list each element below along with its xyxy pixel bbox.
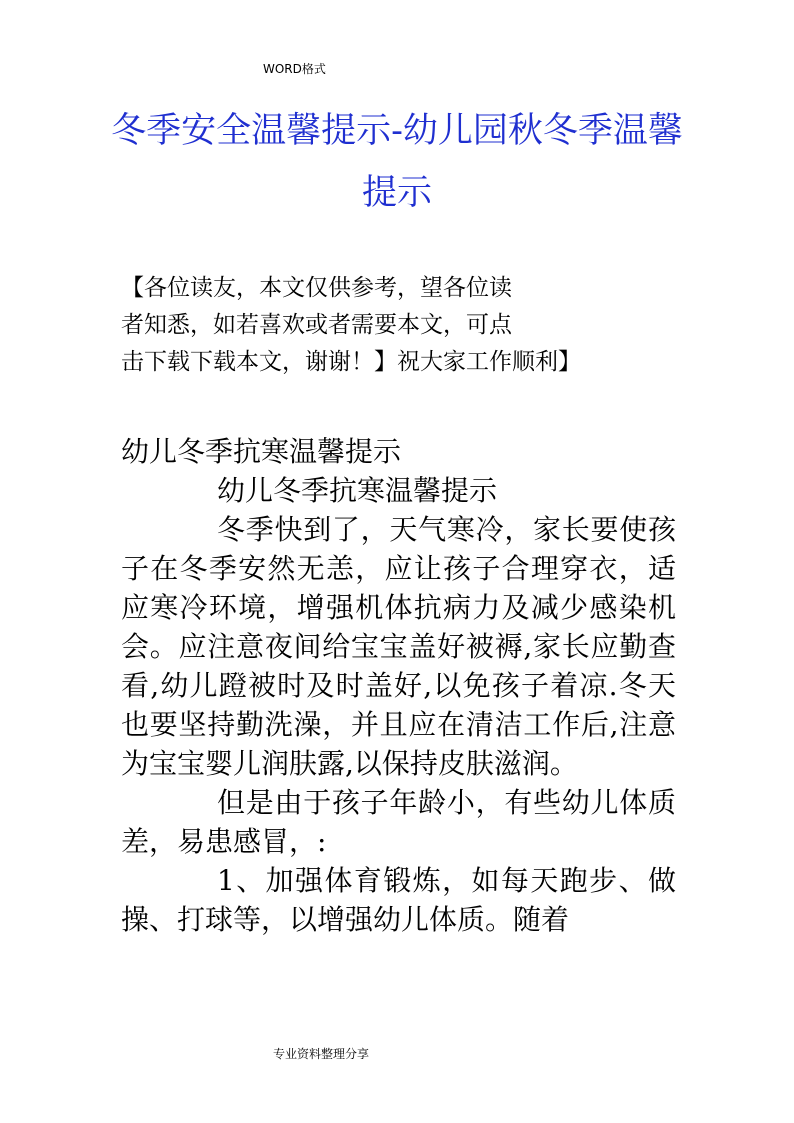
section-subheading: 幼儿冬季抗寒温馨提示 (217, 474, 498, 507)
body-paragraph: 1、加强体育锻炼，如每天跑步、做操、打球等，以增强幼儿体质。随着 (121, 864, 676, 936)
body-paragraph: 但是由于孩子年龄小，有些幼儿体质差，易患感冒，: (121, 786, 676, 858)
notice-line: 【各位读友，本文仅供参考，望各位读 (121, 275, 512, 301)
notice-line: 击下载下载本文，谢谢！】祝大家工作顺利】 (121, 349, 581, 375)
reader-notice (121, 270, 641, 381)
body-paragraph: 冬季快到了，天气寒冷，家长要使孩子在冬季安然无恙，应让孩子合理穿衣，适应寒冷环境，增强机体抗病力及减少感染机会。应注意夜间给宝宝盖好被褥,家长应勤查看,幼儿蹬被时及时盖好,以免孩子着凉.冬天也要坚持勤洗澡，并且应在清洁工作后,注意为宝宝婴儿润肤露,以保持皮肤滋润。 (121, 513, 676, 780)
footer-label: 专业资料整理分享 (273, 1047, 370, 1061)
document-title: 冬季安全温馨提示-幼儿园秋冬季温馨提示 (111, 111, 683, 213)
document-body (121, 432, 676, 939)
header-label: WORD格式 (263, 62, 326, 76)
notice-line: 者知悉，如若喜欢或者需要本文，可点 (121, 312, 512, 338)
section-heading: 幼儿冬季抗寒温馨提示 (121, 435, 402, 468)
